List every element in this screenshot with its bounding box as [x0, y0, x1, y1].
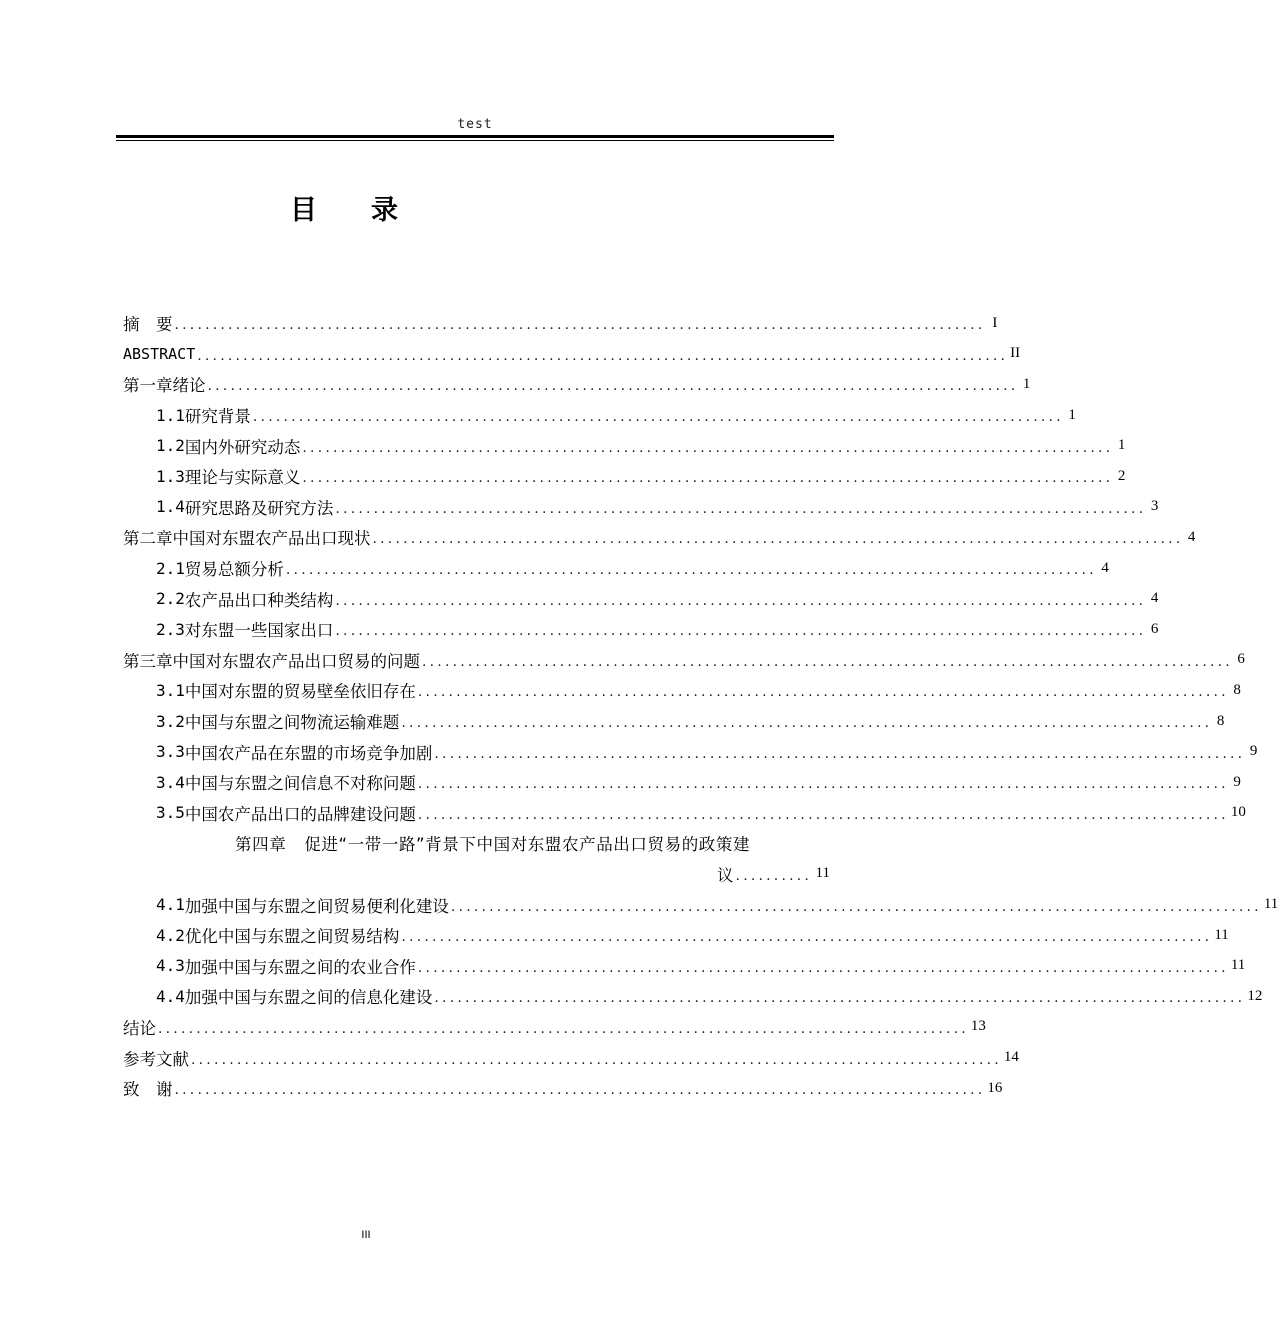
toc-leader-dots: .......................................................................................................... [252, 409, 1064, 426]
toc-entry-wrap-line1 [123, 828, 830, 859]
toc-entry-number: 3.4 [156, 772, 185, 792]
toc-entry-page: I [992, 314, 998, 331]
toc-entry-label: 加强中国与东盟之间的农业合作 [184, 957, 416, 977]
toc-entry-page: 14 [1003, 1049, 1019, 1066]
toc-entry-page: 9 [1249, 743, 1258, 760]
toc-entry-label: 研究思路及研究方法 [184, 498, 334, 518]
toc-entry-label: 研究背景 [184, 407, 251, 427]
toc-leader-dots: .......................................................................................................... [174, 317, 986, 334]
toc-entry-section[interactable] [123, 950, 1246, 981]
toc-leader-dots: .......................................................................................................... [417, 776, 1229, 793]
toc-leader-dots: .......................................................................................................... [302, 470, 1114, 487]
toc-entry-page: 4 [1187, 528, 1196, 545]
toc-entry-page: 11 [1230, 957, 1246, 974]
toc-entry-chapter-4[interactable] [123, 828, 830, 889]
toc-leader-dots: .......................................................................................................... [335, 592, 1147, 609]
toc-entry-number: 1.3 [156, 466, 185, 486]
toc-entry-label: 中国农产品出口的品牌建设问题 [184, 804, 416, 824]
toc-entry-number: 3.5 [156, 803, 185, 823]
toc-entry-page: 11 [1263, 896, 1278, 913]
toc-entry-section[interactable] [123, 736, 1258, 767]
toc-leader-dots: .......................................................................................................... [302, 439, 1114, 456]
toc-entry-label: 致 谢 [123, 1080, 173, 1100]
toc-entry-number: 4.2 [156, 925, 185, 945]
toc-entry-page: 2 [1117, 467, 1126, 484]
toc-leader-dots: .......................................................................................................... [401, 929, 1213, 946]
toc-leader-dots: .......................................................................................................... [335, 623, 1147, 640]
toc-entry-wrap-line2 [123, 859, 830, 890]
toc-leader-dots: .......................................................................................................... [417, 959, 1229, 976]
toc-entry-number: 1.2 [156, 436, 185, 456]
toc-entry-page: 11 [1214, 926, 1229, 943]
toc-entry-label: 中国与东盟之间信息不对称问题 [184, 774, 416, 794]
toc-entry-page: 8 [1216, 712, 1225, 729]
toc-entry-label: ABSTRACT [123, 344, 196, 363]
toc-entry-chapter: 第三章 [123, 651, 173, 671]
toc-entry-label-continued: 议 [717, 865, 734, 885]
toc-entry-label: 中国对东盟农产品出口现状 [172, 529, 371, 549]
toc-title-part2: 录 [371, 195, 398, 226]
toc-leader-dots: .......................................................................................................... [422, 653, 1233, 670]
toc-entry-section[interactable] [123, 583, 1159, 614]
toc-entry-section[interactable] [123, 461, 1126, 492]
table-of-contents [123, 308, 1278, 1103]
toc-entry-label: 理论与实际意义 [184, 468, 301, 488]
toc-entry-acknowledgements[interactable] [123, 1073, 1003, 1104]
toc-leader-dots: .......................................................................................................... [207, 378, 1019, 395]
toc-entry-page: 1 [1022, 375, 1031, 392]
toc-title-part1: 目 [290, 195, 317, 226]
toc-leader-dots: .......... [735, 867, 813, 884]
toc-entry-section[interactable] [123, 920, 1229, 951]
toc-entry-page: II [1010, 345, 1021, 362]
toc-entry-page: 4 [1150, 590, 1159, 607]
toc-leader-dots: .......................................................................................................... [434, 990, 1246, 1007]
toc-entry-label: 摘 要 [123, 315, 173, 335]
toc-entry-abstract-en[interactable] [123, 339, 1021, 370]
toc-entry-number: 3.3 [156, 742, 185, 762]
toc-entry-page: 12 [1247, 987, 1263, 1004]
toc-entry-number: 3.1 [156, 680, 185, 700]
toc-entry-section[interactable] [123, 553, 1109, 584]
toc-entry-references[interactable] [123, 1042, 1019, 1073]
toc-entry-section[interactable] [123, 492, 1159, 523]
page-header-text: test [457, 117, 493, 132]
toc-entry-chapter-2[interactable] [123, 522, 1196, 553]
toc-entry-label: 结论 [123, 1018, 156, 1038]
toc-entry-section[interactable] [123, 706, 1225, 737]
toc-leader-dots: .......................................................................................................... [174, 1082, 986, 1099]
toc-leader-dots: .......................................................................................................... [417, 684, 1229, 701]
toc-entry-chapter: 第四章 [235, 835, 287, 855]
toc-entry-number: 4.4 [156, 986, 185, 1006]
toc-entry-section[interactable] [123, 430, 1126, 461]
toc-entry-number: 2.3 [156, 619, 185, 639]
toc-entry-number: 4.1 [156, 895, 185, 915]
toc-entry-page: 1 [1117, 437, 1126, 454]
toc-entry-chapter: 第二章 [123, 529, 173, 549]
toc-entry-section[interactable] [123, 400, 1076, 431]
toc-leader-dots: .......................................................................................................... [450, 898, 1262, 915]
toc-entry-label: 农产品出口种类结构 [184, 590, 334, 610]
toc-leader-dots: .......................................................................................................... [335, 500, 1147, 517]
toc-leader-dots: .......................................................................................................... [401, 715, 1213, 732]
toc-entry-page: 16 [987, 1079, 1003, 1096]
toc-leader-dots: .......................................................................................................... [197, 347, 1009, 364]
toc-entry-section[interactable] [123, 675, 1241, 706]
toc-entry-number: 1.4 [156, 497, 185, 517]
toc-entry-label: 中国与东盟之间物流运输难题 [184, 713, 400, 733]
toc-entry-page: 11 [815, 865, 830, 882]
toc-entry-chapter: 第一章 [123, 376, 173, 396]
toc-entry-section[interactable] [123, 889, 1278, 920]
toc-entry-page: 4 [1101, 559, 1109, 576]
toc-entry-label: 中国对东盟的贸易壁垒依旧存在 [184, 682, 416, 702]
toc-title [290, 188, 398, 227]
toc-entry-section[interactable] [123, 767, 1241, 798]
toc-entry-chapter-1[interactable] [123, 369, 1031, 400]
toc-entry-number: 2.2 [156, 589, 185, 609]
toc-entry-page: 10 [1230, 804, 1246, 821]
toc-entry-number: 4.3 [156, 956, 185, 976]
toc-entry-number: 1.1 [156, 405, 185, 425]
toc-entry-number: 3.2 [156, 711, 185, 731]
toc-entry-section[interactable] [123, 798, 1246, 829]
toc-entry-page: 1 [1068, 406, 1076, 423]
toc-entry-label: 国内外研究动态 [184, 437, 301, 457]
toc-leader-dots: .......................................................................................................... [285, 562, 1097, 579]
toc-entry-label: 加强中国与东盟之间的信息化建设 [184, 988, 433, 1008]
toc-entry-abstract-cn[interactable] [123, 308, 998, 339]
toc-entry-label: 贸易总额分析 [184, 560, 284, 580]
toc-entry-number: 2.1 [156, 558, 185, 578]
toc-entry-label: 加强中国与东盟之间贸易便利化建设 [184, 896, 449, 916]
toc-entry-label: 参考文献 [123, 1049, 189, 1069]
toc-entry-page: 6 [1237, 651, 1245, 668]
toc-leader-dots: .......................................................................................................... [191, 1051, 1002, 1068]
toc-entry-page: 9 [1233, 773, 1241, 790]
toc-entry-label: 对东盟一些国家出口 [184, 621, 334, 641]
toc-entry-conclusion[interactable] [123, 1012, 986, 1043]
page-number-footer: III [361, 1229, 371, 1241]
toc-entry-page: 6 [1150, 620, 1159, 637]
toc-leader-dots: .......................................................................................................... [372, 531, 1184, 548]
toc-entry-label: 中国农产品在东盟的市场竞争加剧 [184, 743, 433, 763]
toc-leader-dots: .......................................................................................................... [417, 806, 1229, 823]
header-rule-thick [116, 135, 834, 138]
toc-entry-label: 中国对东盟农产品出口贸易的问题 [172, 651, 420, 671]
toc-entry-label: 优化中国与东盟之间贸易结构 [184, 927, 400, 947]
toc-leader-dots: .......................................................................................................... [158, 1020, 969, 1037]
toc-entry-label: 促进“一带一路”背景下中国对东盟农产品出口贸易的政策建 [304, 835, 751, 855]
toc-entry-section[interactable] [123, 981, 1263, 1012]
toc-entry-page: 3 [1150, 498, 1159, 515]
toc-entry-section[interactable] [123, 614, 1159, 645]
toc-entry-label: 绪论 [172, 376, 206, 396]
header-rule-thin [116, 140, 834, 141]
toc-entry-chapter-3[interactable] [123, 645, 1245, 676]
toc-entry-page: 8 [1233, 681, 1241, 698]
toc-leader-dots: .......................................................................................................... [434, 745, 1246, 762]
toc-entry-page: 13 [970, 1018, 986, 1035]
